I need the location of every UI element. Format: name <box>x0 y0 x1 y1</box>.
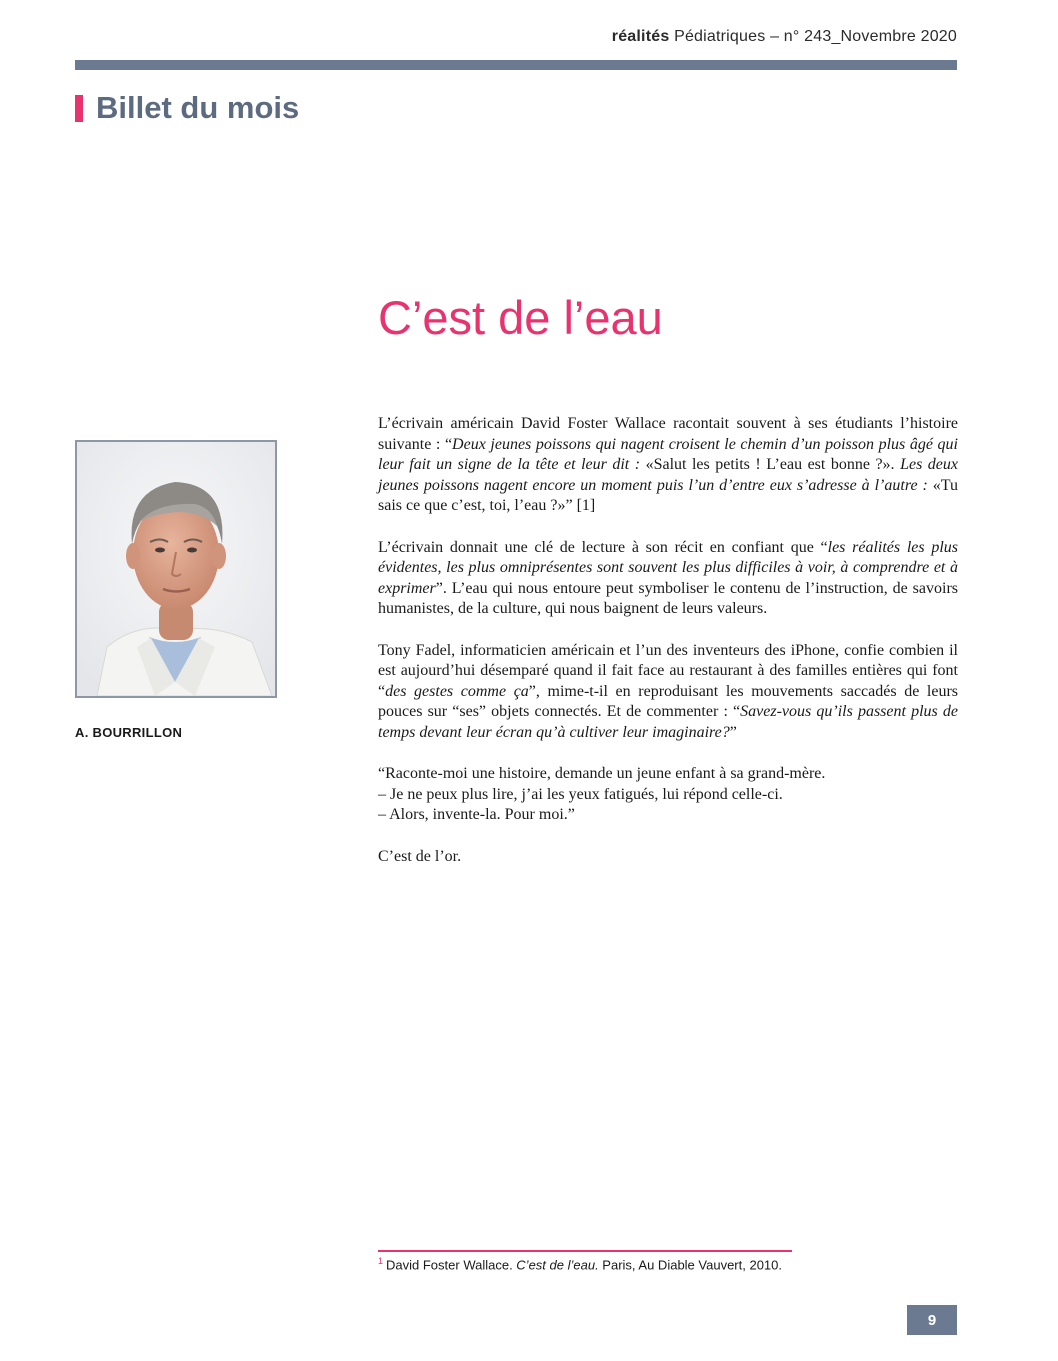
italic-quote: Savez-vous qu’ils passent plus de temps devant leur écran qu’à cultiver leur imaginaire? <box>378 703 959 741</box>
footnote-book-title: C’est de l’eau. <box>516 1257 599 1273</box>
journal-brand: réalités <box>611 28 670 45</box>
dialogue-line: – Alors, invente-la. Pour moi.” <box>378 806 575 823</box>
text-run: ”, mime-t-il en reproduisant les mouvements saccadés de leurs pouces sur “ses” objets connectés. Et de commenter : “ <box>378 682 959 720</box>
paragraph-3 <box>378 641 958 744</box>
article-body <box>378 414 958 888</box>
section-marker <box>75 95 83 122</box>
article-title: C’est de l’eau <box>378 291 663 344</box>
footnote-text: Paris, Au Diable Vauvert, 2010. <box>598 1257 782 1273</box>
text-run: Tony Fadel, informaticien américain et l’un des inventeurs des iPhone, confie combien il est aujourd’hui désemparé quand il fait face au restaurant à des familles entières qui font “ <box>378 641 958 700</box>
section-title: Billet du mois <box>96 90 300 125</box>
footnote-rule <box>378 1250 792 1252</box>
text-run: L’écrivain américain David Foster Wallace racontait souvent à ses étudiants l’histoire suivante : “ <box>378 415 958 453</box>
italic-quote: des gestes comme ça <box>385 682 529 700</box>
page-number: 9 <box>907 1305 957 1335</box>
author-photo <box>75 440 277 698</box>
running-header <box>75 28 957 46</box>
italic-quote: Deux jeunes poissons qui nagent croisent le chemin d’un poisson plus âgé qui leur fait un signe de la tête et leur dit : <box>378 435 958 473</box>
dialogue-line: “Raconte-moi une histoire, demande un jeune enfant à sa grand-mère. <box>378 765 826 782</box>
footnote-number: 1 <box>378 1256 384 1266</box>
text-run: «Salut les petits ! L’eau est bonne ?». <box>640 456 901 473</box>
section-heading <box>75 88 299 128</box>
closing-line: C’est de l’or. <box>378 847 462 865</box>
author-portrait-image <box>77 442 275 696</box>
italic-quote: les réalités les plus évidentes, les plus omniprésentes sont souvent les plus difficiles à voir, à comprendre et à exprimer <box>378 538 958 597</box>
footnote <box>378 1256 782 1272</box>
text-run: L’écrivain donnait une clé de lecture à son récit en confiant que “ <box>378 538 828 556</box>
italic-quote: Les deux jeunes poissons nagent encore un moment puis l’un d’entre eux s’adresse à l’autre : <box>378 456 958 494</box>
footnote-text: David Foster Wallace. <box>386 1257 517 1273</box>
journal-issue: Pédiatriques – n° 243_Novembre 2020 <box>674 28 957 45</box>
dialogue-line: – Je ne peux plus lire, j’ai les yeux fatigués, lui répond celle-ci. <box>378 785 783 803</box>
text-run: ”. L’eau qui nous entoure peut symboliser le contenu de l’instruction, de savoirs humanistes, de la culture, qui nous baignent de leurs valeurs. <box>378 579 958 617</box>
paragraph-1 <box>378 414 958 517</box>
text-run: «Tu sais ce que c’est, toi, l’eau ?»” [1] <box>378 476 958 514</box>
paragraph-2 <box>378 538 958 620</box>
author-name: A. BOURRILLON <box>75 725 183 740</box>
header-rule <box>75 60 957 70</box>
text-run: ” <box>729 723 737 741</box>
